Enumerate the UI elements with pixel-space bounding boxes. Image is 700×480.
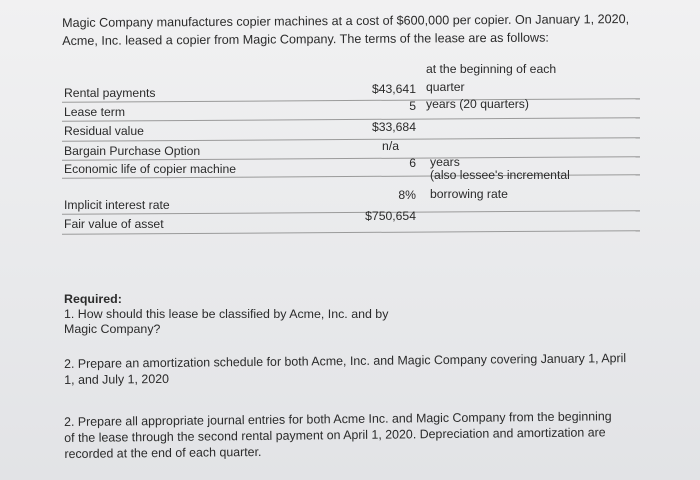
row-value-fair-value: $750,654 [365,209,416,223]
row-label-implicit-interest-rate: Implicit interest rate [64,198,170,212]
row-label-economic-life: Economic life of copier machine [64,162,237,176]
problem-intro: Magic Company manufactures copier machines at a cost of $600,000 per copier. On January 1, 2020, Acme, Inc. leased a copier from Magic Company. The terms of the lease are as follows: [62,12,630,48]
required-section [64,292,464,337]
question-2-schedule: 2. Prepare an amortization schedule for both Acme, Inc. and Magic Company covering January 1, April 1, and July 1, 2020 [64,351,627,387]
interest-note-line1: (also lessee's incremental [430,168,570,182]
row-value-lease-term: 5 [409,99,416,113]
row-value-economic-life: 6 [409,156,416,170]
row-note-rental-payments: quarter [426,80,465,94]
row-label-rental-payments: Rental payments [64,86,156,100]
rental-note-line1: at the beginning of each [426,62,557,76]
row-note-implicit-interest-rate: borrowing rate [430,187,508,201]
row-value-residual-value: $33,684 [371,120,416,134]
question-1: 1. How should this lease be classified by Acme, Inc. and by Magic Company? [64,307,389,336]
row-label-lease-term: Lease term [64,105,125,119]
question-2-journal: 2. Prepare all appropriate journal entries for both Acme Inc. and Magic Company from the beginning of the lease through the second rental payment on April 1, 2020. Depreciation and amortization are recorded at the end of each quarter. [64,409,612,461]
row-value-rental-payments: $43,641 [371,82,416,96]
row-note-lease-term: years (20 quarters) [426,97,529,111]
row-label-fair-value: Fair value of asset [64,217,164,231]
row-note-economic-life: years [430,155,460,169]
required-title: Required: [64,292,122,306]
row-value-bargain-purchase-option: n/a [382,139,399,153]
row-label-bargain-purchase-option: Bargain Purchase Option [64,144,201,158]
row-label-residual-value: Residual value [64,124,144,138]
row-value-implicit-interest-rate: 8% [398,188,416,202]
